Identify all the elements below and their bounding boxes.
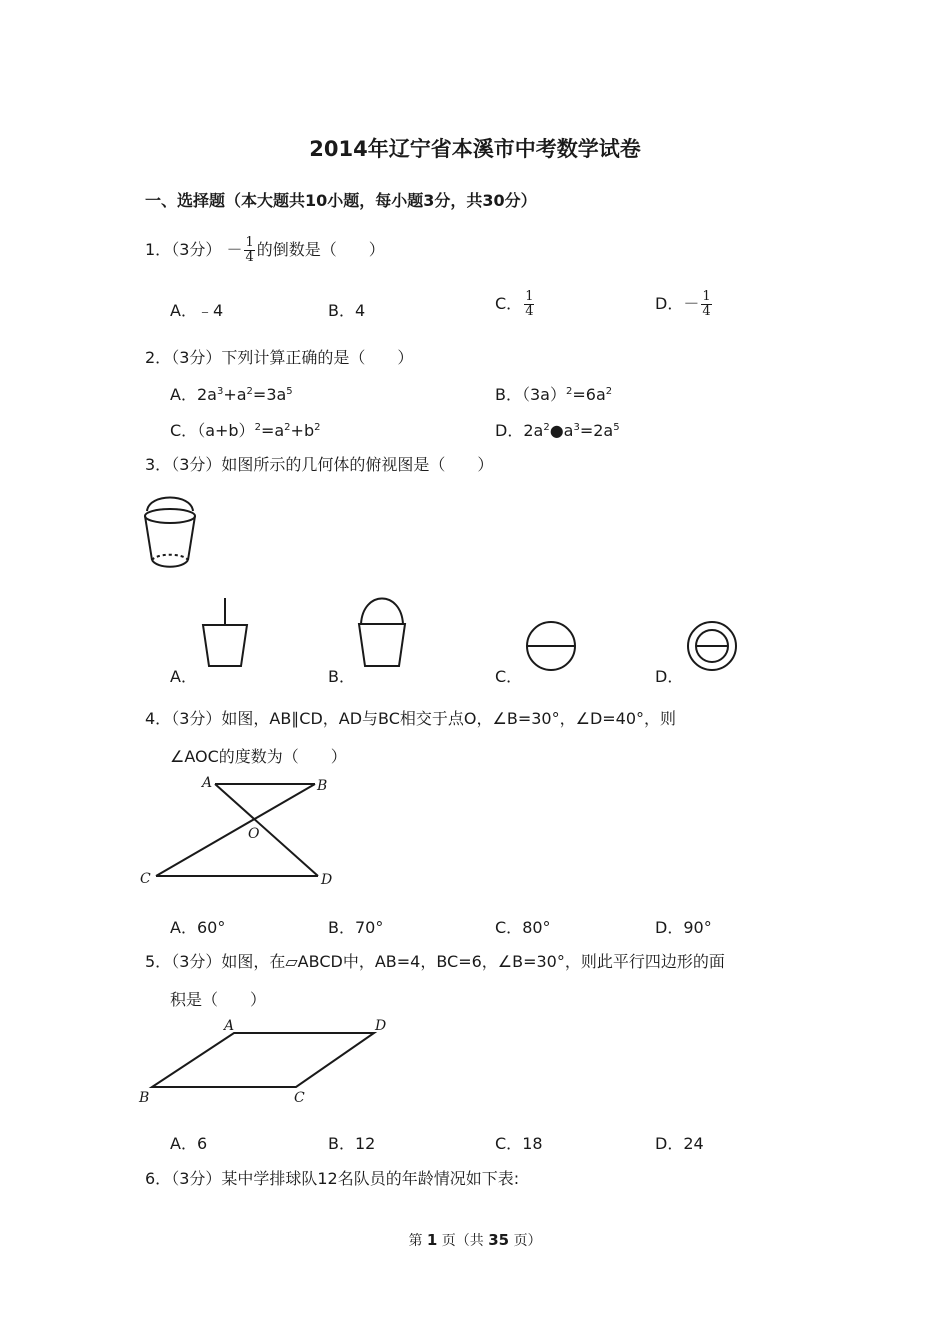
q1-option-b[interactable]: B．4: [328, 301, 366, 320]
q4-figure: [138, 772, 338, 892]
question-5-stem-line2: 积是（ ）: [170, 990, 267, 1009]
question-stem: 如图，AB∥CD，AD与BC相交于点O，∠B=30°，∠D=40°，则: [221, 709, 677, 728]
question-number: 2．: [145, 348, 172, 367]
question-4: [145, 706, 676, 729]
numerator: 1: [245, 235, 254, 250]
q1-option-a[interactable]: A．﹣4: [170, 301, 224, 320]
question-5: [145, 949, 725, 972]
q2-option-b[interactable]: B．$(3a)^2=6a^2$: [495, 385, 613, 404]
point-label-a: A: [202, 775, 213, 791]
q2-option-d[interactable]: D．$2a^2●a^3=2a^5$: [495, 421, 620, 440]
fraction: $\frac{1}{4}$: [525, 289, 534, 319]
page-total: 35: [488, 1231, 510, 1249]
question-number: 4．: [145, 709, 172, 728]
q3-option-c[interactable]: C．: [495, 667, 523, 686]
question-stem: 如图，在▱ABCD中，AB=4，BC=6，∠B=30°，则此平行四边形的面: [221, 952, 725, 971]
q4-option-a[interactable]: A．60°: [170, 918, 226, 937]
point-label-c: C: [294, 1090, 305, 1106]
question-score: （3分）: [171, 1169, 222, 1188]
question-score: （3分）: [171, 709, 222, 728]
q4-option-b[interactable]: B．70°: [328, 918, 384, 937]
q2-option-a[interactable]: A．$2a^3+a^2=3a^5$: [170, 385, 293, 404]
point-label-o: O: [248, 826, 260, 842]
question-stem: 如图所示的几何体的俯视图是（ ）: [221, 455, 494, 474]
point-label-c: C: [140, 871, 151, 887]
question-score: （3分）: [171, 455, 222, 474]
point-label-b: B: [139, 1090, 150, 1106]
point-label-d: D: [321, 872, 333, 888]
point-label-b: B: [317, 778, 328, 794]
q1-option-d[interactable]: D．－ $\frac{1}{4}$: [655, 289, 711, 319]
q3-figure-d: [686, 620, 738, 672]
question-4-stem-line2: ∠AOC的度数为（ ）: [170, 747, 347, 766]
q5-option-d[interactable]: D．24: [655, 1134, 704, 1153]
question-2: [145, 345, 413, 368]
q5-figure: [138, 1015, 398, 1110]
question-score: （3分）: [171, 952, 222, 971]
negative-sign: －: [226, 240, 243, 259]
q3-figure-c: [525, 620, 577, 672]
question-stem: 某中学排球队12名队员的年龄情况如下表:: [221, 1169, 520, 1188]
question-number: 1．: [145, 240, 172, 259]
question-stem: 下列计算正确的是（ ）: [221, 348, 414, 367]
section-heading: 一、选择题（本大题共10小题，每小题3分，共30分）: [145, 191, 537, 210]
bucket-figure: [135, 485, 205, 575]
q3-option-a[interactable]: A．: [170, 667, 197, 686]
page-title: 2014年辽宁省本溪市中考数学试卷: [309, 137, 641, 161]
fraction: [244, 236, 254, 265]
q3-figure-a: [200, 598, 250, 668]
q3-option-b[interactable]: B．: [328, 667, 355, 686]
question-6: [145, 1166, 519, 1189]
page-footer: 第 1 页（共 35 页）: [408, 1231, 542, 1249]
question-number: 6．: [145, 1169, 172, 1188]
question-score: （3分）: [171, 348, 222, 367]
question-number: 3．: [145, 455, 172, 474]
q5-option-b[interactable]: B．12: [328, 1134, 376, 1153]
q1-option-c[interactable]: C． $\frac{1}{4}$: [495, 289, 534, 319]
q3-figure-b: [357, 596, 407, 668]
denominator: 4: [245, 250, 254, 265]
question-number: 5．: [145, 952, 172, 971]
question-1: [145, 236, 385, 265]
page-number: 1: [426, 1231, 438, 1249]
point-label-d: D: [375, 1018, 387, 1034]
question-stem: 的倒数是（ ）: [256, 240, 385, 259]
question-3: [145, 452, 493, 475]
q2-option-c[interactable]: C．$(a+b)^2=a^2+b^2$: [170, 421, 321, 440]
q4-option-c[interactable]: C．80°: [495, 918, 551, 937]
point-label-a: A: [224, 1018, 235, 1034]
fraction: $\frac{1}{4}$: [702, 289, 711, 319]
q5-option-a[interactable]: A．6: [170, 1134, 208, 1153]
q3-option-d[interactable]: D．: [655, 667, 684, 686]
q5-option-c[interactable]: C．18: [495, 1134, 543, 1153]
q4-option-d[interactable]: D．90°: [655, 918, 712, 937]
question-score: （3分）: [171, 240, 222, 259]
